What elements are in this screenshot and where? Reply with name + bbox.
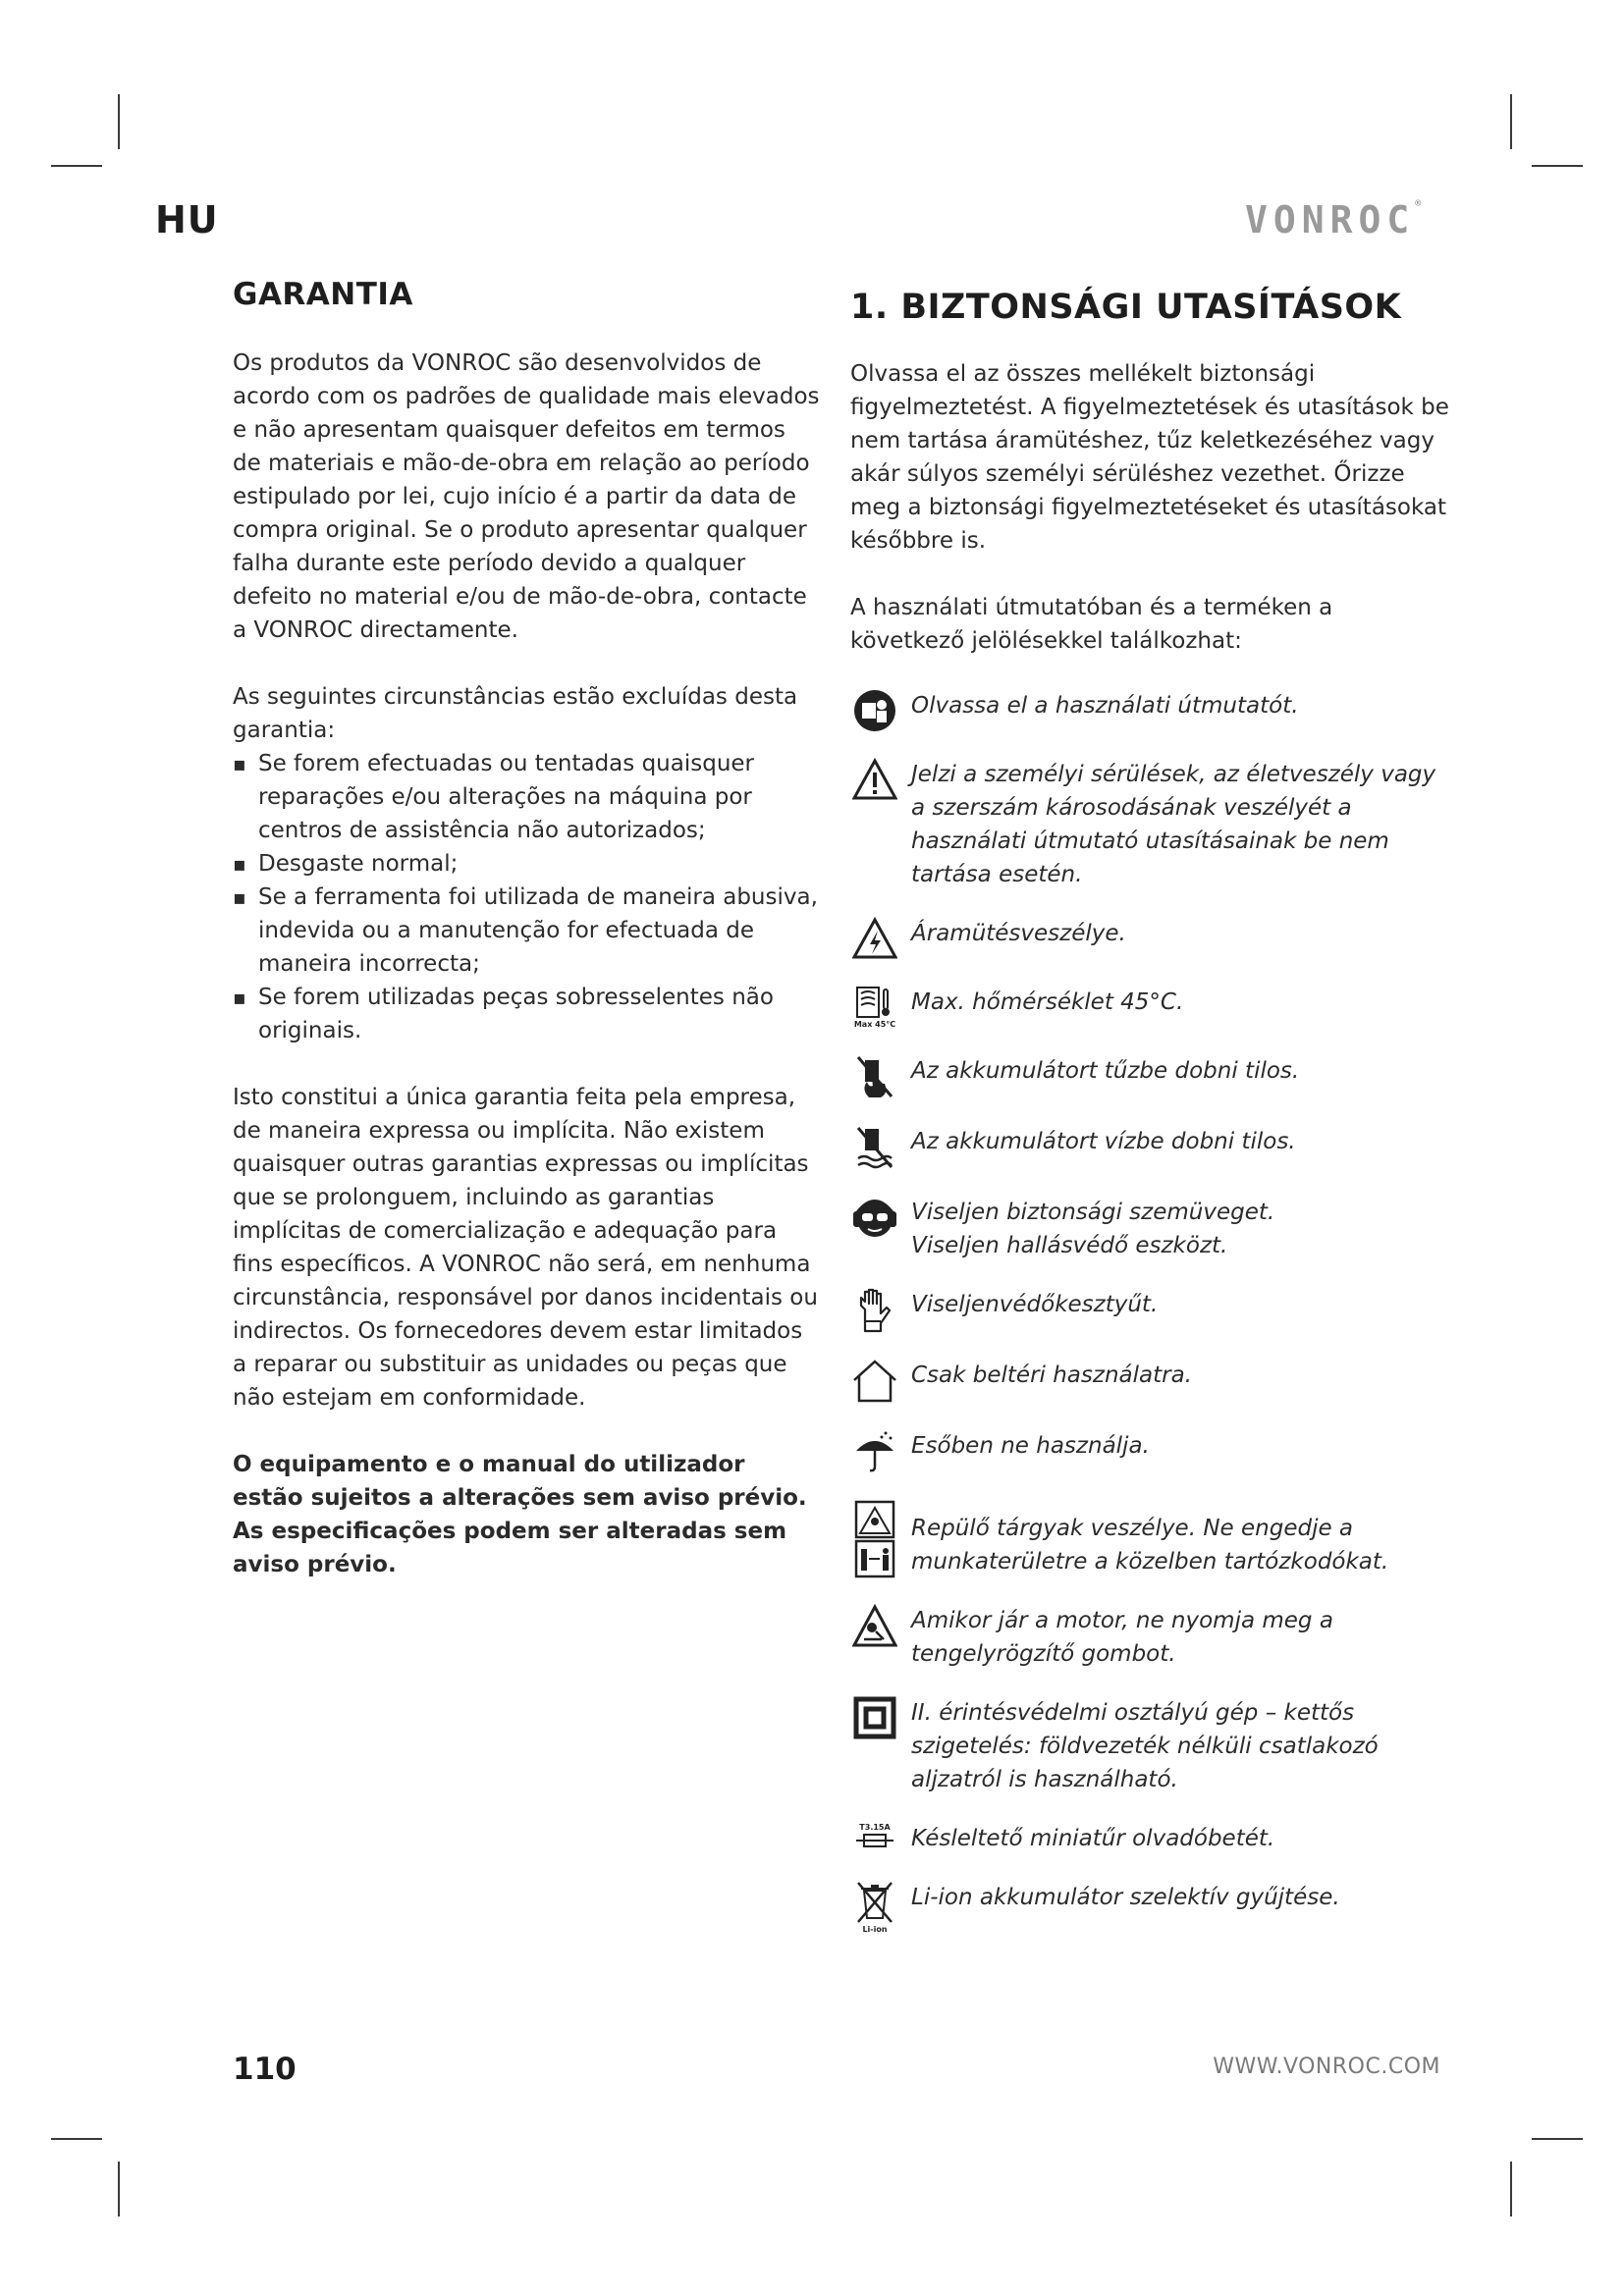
warranty-column — [233, 277, 820, 1581]
flying-objects-keep-distance-icon — [850, 1500, 899, 1578]
symbol-text-line: Viseljen biztonsági szemüveget. — [911, 1200, 1275, 1225]
symbol-text: II. érintésvédelmi osztályú gép – kettős szigetelés: földvezeték nélküli csatlakozó aljzatról is használható. — [911, 1700, 1379, 1792]
symbol-row — [850, 1054, 1449, 1099]
max-temperature-icon — [850, 986, 899, 1029]
website-link[interactable]: WWW.VONROC.COM — [1213, 2055, 1440, 2079]
symbol-row — [850, 1196, 1449, 1262]
warranty-disclaimer: Isto constitui a única garantia feita pela empresa, de maneira expressa ou implícita. Não existem quaisquer outras garantias expressas ou implícitas que se prolonguem, incluindo as garantias implícitas de comercialização e adequação para fins específicos. A VONROC não será, em nenhuma circunstância, responsável por danos incidentais ou indirectos. Os fornecedores devem estar limitados a reparar ou substituir as unidades ou peças que não estejam em conformidade. — [233, 1085, 818, 1412]
warning-icon — [850, 758, 899, 801]
symbol-text: Késleltető miniatűr olvadóbetét. — [911, 1826, 1275, 1851]
list-item: ▪ Desgaste normal; — [233, 847, 820, 881]
fuse-icon — [850, 1822, 899, 1849]
symbol-text: Li-ion akkumulátor szelektív gyűjtése. — [911, 1885, 1340, 1910]
symbol-row — [850, 1500, 1449, 1578]
list-item: ▪ Se forem efectuadas ou tentadas quaisquer reparações e/ou alterações na máquina por centros de assistência não autorizados; — [233, 747, 820, 847]
icon-caption: Max 45°C — [853, 1020, 896, 1029]
symbol-list — [850, 689, 1449, 1934]
symbol-text: Az akkumulátort tűzbe dobni tilos. — [911, 1058, 1300, 1084]
crop-mark — [1532, 2138, 1583, 2140]
symbol-text: Repülő tárgyak veszélye. Ne engedje a munkaterületre a közelben tartózkodókat. — [911, 1516, 1389, 1575]
spindle-lock-warning-icon — [850, 1604, 899, 1649]
icon-caption: Li-ion — [862, 1925, 888, 1934]
warranty-paragraph: Os produtos da VONROC são desenvolvidos de acordo com os padrões de qualidade mais elevados e não apresentam quaisquer defeitos em termos de materiais e mão-de-obra em relação ao período estipulado por lei, cujo início é a partir da data de compra original. Se o produto apresentar qualquer falha durante este período devido a qualquer defeito no material e/ou de mão-de-obra, contacte a VONROC directamente. — [233, 350, 820, 644]
symbol-text: Amikor jár a motor, ne nyomja meg a tengelyrögzítő gombot. — [911, 1608, 1333, 1667]
crop-mark — [1510, 2162, 1512, 2216]
symbol-text: Csak beltéri használatra. — [911, 1362, 1192, 1388]
page-number: 110 — [233, 2052, 297, 2087]
symbol-text: Esőben ne használja. — [911, 1433, 1150, 1459]
symbol-row — [850, 1288, 1449, 1333]
exclusions-list — [233, 747, 820, 1047]
brand-logo: VONROC® — [1245, 198, 1422, 241]
symbol-text: Jelzi a személyi sérülések, az életveszély vagy a szerszám károsodásának veszélyét a használati útmutató utasításainak be nem tartása esetén. — [911, 762, 1436, 887]
safety-title: 1. BIZTONSÁGI UTASÍTÁSOK — [850, 288, 1402, 327]
crop-mark — [118, 94, 120, 149]
double-insulation-icon — [850, 1696, 899, 1739]
crop-mark — [1532, 165, 1583, 167]
symbol-text: Viseljenvédőkesztyűt. — [911, 1292, 1159, 1317]
language-code: HU — [155, 198, 219, 241]
symbol-text: Áramütésveszélye. — [911, 921, 1126, 946]
exclusions-intro: As seguintes circunstâncias estão excluídas desta garantia: — [233, 684, 798, 744]
read-manual-icon — [850, 689, 899, 732]
symbol-text: Olvassa el a használati útmutatót. — [911, 693, 1299, 719]
change-notice: O equipamento e o manual do utilizador estão sujeitos a alterações sem aviso prévio. As especificações podem ser alteradas sem aviso prévio. — [233, 1452, 807, 1578]
safety-glasses-ear-protection-icon — [850, 1196, 899, 1241]
gloves-icon — [850, 1288, 899, 1333]
no-fire-disposal-icon — [850, 1054, 899, 1099]
safety-intro: Olvassa el az összes mellékelt biztonsági figyelmeztetést. A figyelmeztetések és utasítások be nem tartása áramütéshez, tűz keletkezéséhez vagy akár súlyos személyi sérüléshez vezethet. Őrizze meg a biztonsági figyelmeztetéseket és utasításokat későbbre is. — [850, 361, 1449, 554]
symbol-row — [850, 1359, 1449, 1404]
no-water-disposal-icon — [850, 1125, 899, 1170]
symbols-intro: A használati útmutatóban és a terméken a következő jelölésekkel találkozhat: — [850, 595, 1333, 654]
symbol-row — [850, 1604, 1449, 1671]
symbol-text: Max. hőmérséklet 45°C. — [911, 989, 1184, 1015]
symbol-text: Az akkumulátort vízbe dobni tilos. — [911, 1129, 1296, 1154]
warranty-title: GARANTIA — [233, 277, 413, 312]
umbrella-icon — [850, 1429, 899, 1474]
crop-mark — [51, 165, 102, 167]
list-item: ▪ Se forem utilizadas peças sobresselentes não originais. — [233, 981, 820, 1047]
crop-mark — [51, 2138, 102, 2140]
symbol-row — [850, 689, 1449, 732]
li-ion-recycling-bin-icon — [850, 1881, 899, 1934]
symbol-text-line: Viseljen hallásvédő eszközt. — [911, 1233, 1228, 1258]
indoor-use-icon — [850, 1359, 899, 1404]
icon-caption: T3.15A — [859, 1823, 891, 1832]
electric-shock-icon — [850, 917, 899, 960]
symbol-row — [850, 1125, 1449, 1170]
safety-column — [850, 277, 1449, 1959]
symbol-text — [911, 1196, 1274, 1262]
crop-mark — [1510, 94, 1512, 149]
list-item: ▪ Se a ferramenta foi utilizada de maneira abusiva, indevida ou a manutenção for efectuada de maneira incorrecta; — [233, 881, 820, 981]
symbol-row — [850, 758, 1449, 891]
symbol-row — [850, 917, 1449, 960]
symbol-row — [850, 986, 1449, 1029]
symbol-row — [850, 1696, 1449, 1796]
symbol-row — [850, 1822, 1449, 1855]
symbol-row — [850, 1881, 1449, 1934]
crop-mark — [118, 2162, 120, 2216]
symbol-row — [850, 1429, 1449, 1474]
